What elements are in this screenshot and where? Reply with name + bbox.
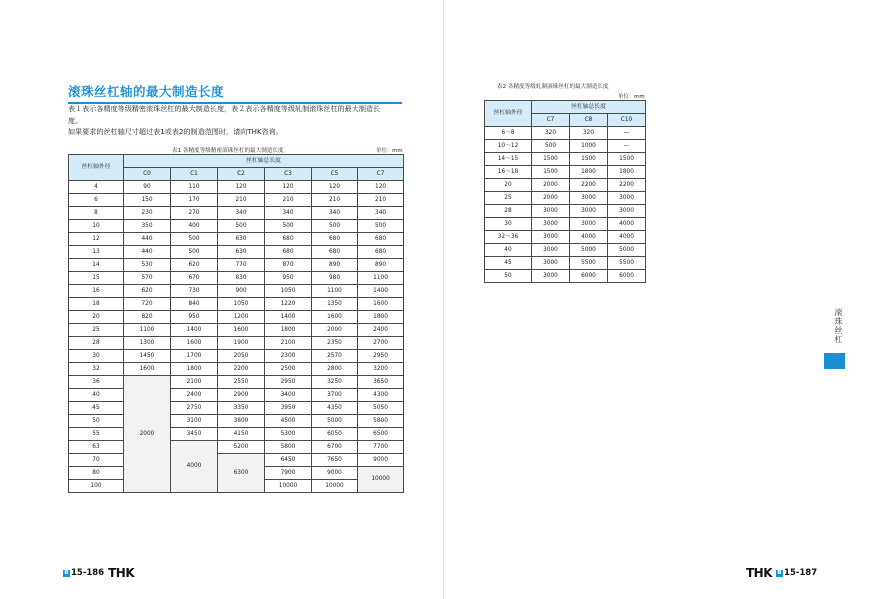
- table-cell: 1500: [532, 153, 570, 166]
- table-cell: 1500: [570, 153, 608, 166]
- table-cell: 2550: [218, 376, 265, 389]
- table-cell: 170: [171, 194, 218, 207]
- side-tab-marker: [824, 353, 845, 369]
- table-cell: 1100: [312, 285, 358, 298]
- table-cell: 830: [218, 272, 265, 285]
- table-row: [485, 192, 646, 205]
- table-cell: 3350: [218, 402, 265, 415]
- table-row-label: 32～36: [485, 231, 532, 244]
- table1-col-header: C7: [358, 168, 404, 181]
- table-row: [69, 363, 404, 376]
- table-cell: 4150: [218, 428, 265, 441]
- table-row: [69, 233, 404, 246]
- table-cell: 1500: [608, 153, 646, 166]
- table-row: [69, 415, 404, 428]
- table-cell: 3000: [570, 218, 608, 231]
- table-row: [69, 194, 404, 207]
- table1-col-header: C2: [218, 168, 265, 181]
- table-row-label: 25: [69, 324, 124, 337]
- table-row: [485, 127, 646, 140]
- table-row: [485, 270, 646, 283]
- table1-col-header: C1: [171, 168, 218, 181]
- table-cell: 5050: [358, 402, 404, 415]
- table1-row-header: 丝杠轴外径: [69, 155, 124, 181]
- table2-col-header: C8: [570, 114, 608, 127]
- table1-group-header: 丝杠轴总长度: [124, 155, 404, 168]
- table-cell: 900: [218, 285, 265, 298]
- table-cell: 5500: [570, 257, 608, 270]
- table-cell: 630: [218, 233, 265, 246]
- table-row: [69, 220, 404, 233]
- table1-caption: 表1 各精度等级精密滚珠丝杠的最大制造长度: [172, 148, 284, 154]
- table-cell: 1600: [124, 363, 171, 376]
- table-cell: 1450: [124, 350, 171, 363]
- table-cell: 680: [312, 246, 358, 259]
- table-row: [69, 311, 404, 324]
- table2-caption: 表2 各精度等级轧制滚珠丝杠的最大制造长度: [497, 84, 609, 90]
- table-cell: 3800: [218, 415, 265, 428]
- table-cell: 1100: [358, 272, 404, 285]
- table-row-label: 63: [69, 441, 124, 454]
- table-cell: 340: [265, 207, 312, 220]
- table-cell: 2700: [358, 337, 404, 350]
- table-cell: 210: [312, 194, 358, 207]
- table-row-label: 28: [485, 205, 532, 218]
- table-cell: 120: [218, 181, 265, 194]
- table2-col-header: C7: [532, 114, 570, 127]
- table-cell: 820: [124, 311, 171, 324]
- table2-group-header: 丝杠轴总长度: [532, 101, 646, 114]
- table-cell: 1400: [358, 285, 404, 298]
- table-cell: 890: [358, 259, 404, 272]
- table-cell: 2400: [171, 389, 218, 402]
- table-cell: 2000: [532, 179, 570, 192]
- table-row: [485, 218, 646, 231]
- table-cell: —: [608, 140, 646, 153]
- table-row-label: 8: [69, 207, 124, 220]
- table-cell: 3000: [532, 270, 570, 283]
- table-row-label: 45: [485, 257, 532, 270]
- table-cell: 7650: [312, 454, 358, 467]
- table-cell: 350: [124, 220, 171, 233]
- table-cell: 2100: [171, 376, 218, 389]
- table-row-label: 80: [69, 467, 124, 480]
- table-row-label: 70: [69, 454, 124, 467]
- table-cell: 1220: [265, 298, 312, 311]
- table-row-label: 4: [69, 181, 124, 194]
- intro-line: 度。: [68, 115, 83, 125]
- intro-line: 如果要求的丝杠轴尺寸超过表1或表2的制造范围时，请向THK咨询。: [68, 127, 283, 136]
- table-row-label: 32: [69, 363, 124, 376]
- table-cell: 1800: [171, 363, 218, 376]
- table-cell: 340: [218, 207, 265, 220]
- table-cell: 1600: [218, 324, 265, 337]
- table-cell: 2950: [265, 376, 312, 389]
- thk-logo: THK: [108, 566, 135, 580]
- section-title: 滚珠丝杠轴的最大制造长度: [68, 82, 402, 104]
- table-cell: 440: [124, 246, 171, 259]
- table-cell-merged: 10000: [358, 467, 404, 493]
- table-cell: 1800: [358, 311, 404, 324]
- table-cell: 2950: [358, 350, 404, 363]
- table-cell: 3000: [532, 231, 570, 244]
- page-prefix-box: B: [64, 569, 69, 576]
- table-cell: 150: [124, 194, 171, 207]
- table-cell: 2800: [312, 363, 358, 376]
- table-cell: 680: [265, 246, 312, 259]
- table-cell: 340: [358, 207, 404, 220]
- page-number-right: [746, 566, 817, 580]
- table-cell: 1050: [218, 298, 265, 311]
- table2-unit: 单位：mm: [618, 94, 645, 100]
- table-cell: 1500: [532, 166, 570, 179]
- table-cell: 1900: [218, 337, 265, 350]
- table-row-label: 28: [69, 337, 124, 350]
- table-cell: 120: [265, 181, 312, 194]
- table-row: [69, 337, 404, 350]
- table-cell: 210: [265, 194, 312, 207]
- table-cell: 3000: [532, 218, 570, 231]
- table-cell: 6000: [570, 270, 608, 283]
- table1-col-header: C5: [312, 168, 358, 181]
- table-cell: 500: [312, 220, 358, 233]
- table-cell: 440: [124, 233, 171, 246]
- table-cell: 120: [312, 181, 358, 194]
- table-cell: 5500: [608, 257, 646, 270]
- table-row-label: 40: [69, 389, 124, 402]
- side-tab-label: 滚珠丝杠: [834, 308, 843, 344]
- table-row-label: 10: [69, 220, 124, 233]
- table-cell: 7700: [358, 441, 404, 454]
- table-row-label: 40: [485, 244, 532, 257]
- table-cell: 2750: [171, 402, 218, 415]
- table-cell: 3700: [312, 389, 358, 402]
- table-row: [69, 324, 404, 337]
- table-cell: 110: [171, 181, 218, 194]
- table-row-label: 18: [69, 298, 124, 311]
- table-cell-merged: 4000: [171, 441, 218, 493]
- table-cell: 2200: [218, 363, 265, 376]
- table-cell: 3000: [532, 257, 570, 270]
- intro-line: 表１表示各精度等级精密滚珠丝杠的最大制造长度，表２表示各精度等级轧制滚珠丝杠的最大制造长: [68, 104, 381, 113]
- page-number: 15-187: [784, 568, 818, 578]
- table-cell: 620: [171, 259, 218, 272]
- table-row: [69, 246, 404, 259]
- table-cell: 3000: [570, 192, 608, 205]
- table-cell: 1800: [570, 166, 608, 179]
- table-cell: 10000: [312, 480, 358, 493]
- table2-max-length-rolled: [484, 100, 646, 283]
- table-cell: 3250: [312, 376, 358, 389]
- table-cell: 2000: [312, 324, 358, 337]
- table-cell: 2900: [218, 389, 265, 402]
- table-cell: 4000: [570, 231, 608, 244]
- table-cell: 210: [358, 194, 404, 207]
- table-cell: 4000: [608, 218, 646, 231]
- table-cell: 890: [312, 259, 358, 272]
- table-cell: 1050: [265, 285, 312, 298]
- table-cell: 5300: [265, 428, 312, 441]
- table-cell: 5200: [218, 441, 265, 454]
- table-cell: 5800: [358, 415, 404, 428]
- table-cell: 1600: [312, 311, 358, 324]
- table-row-label: 12: [69, 233, 124, 246]
- table1-col-header: C0: [124, 168, 171, 181]
- table-cell: 680: [358, 246, 404, 259]
- table-cell: 1600: [171, 337, 218, 350]
- table-cell: 500: [218, 220, 265, 233]
- table-cell: 4350: [312, 402, 358, 415]
- table-cell: 5800: [265, 441, 312, 454]
- table-cell: 500: [171, 233, 218, 246]
- table-cell: 2050: [218, 350, 265, 363]
- table-cell: 5000: [570, 244, 608, 257]
- table-cell: 1400: [171, 324, 218, 337]
- table-cell: 500: [358, 220, 404, 233]
- table-row: [485, 153, 646, 166]
- table-row: [69, 376, 404, 389]
- table2-row-header: 丝杠轴外径: [485, 101, 532, 127]
- table-row-label: 50: [69, 415, 124, 428]
- table-row: [485, 140, 646, 153]
- thk-logo: THK: [746, 566, 773, 580]
- table-cell: 500: [532, 140, 570, 153]
- table-row-label: 16～18: [485, 166, 532, 179]
- page-prefix-box: B: [777, 569, 782, 576]
- table-row: [69, 389, 404, 402]
- table-row-label: 25: [485, 192, 532, 205]
- table-cell: 1100: [124, 324, 171, 337]
- table-cell: 4500: [265, 415, 312, 428]
- table-cell: 1800: [608, 166, 646, 179]
- table-cell: 230: [124, 207, 171, 220]
- table-row: [69, 272, 404, 285]
- table-cell: 4000: [608, 231, 646, 244]
- table-cell: 9000: [358, 454, 404, 467]
- table-cell: 3450: [171, 428, 218, 441]
- table-row-label: 6～8: [485, 127, 532, 140]
- table-cell: 6050: [312, 428, 358, 441]
- table-row-label: 16: [69, 285, 124, 298]
- table-cell: —: [608, 127, 646, 140]
- table-cell: 500: [265, 220, 312, 233]
- page-spine: [443, 0, 444, 599]
- table-row: [485, 257, 646, 270]
- table-cell: 6700: [312, 441, 358, 454]
- table-row-label: 30: [485, 218, 532, 231]
- table-cell: 10000: [265, 480, 312, 493]
- table-row: [69, 259, 404, 272]
- table-cell: 3000: [570, 205, 608, 218]
- table-row: [69, 207, 404, 220]
- table-cell: 120: [358, 181, 404, 194]
- table-cell: 6500: [358, 428, 404, 441]
- page-number: 15-186: [71, 568, 105, 578]
- table-cell: 2000: [532, 192, 570, 205]
- table-row: [69, 181, 404, 194]
- table-cell: 680: [358, 233, 404, 246]
- table-row-label: 36: [69, 376, 124, 389]
- table-row: [69, 454, 404, 467]
- table-cell: 630: [218, 246, 265, 259]
- table-cell: 1800: [265, 324, 312, 337]
- table-row-label: 15: [69, 272, 124, 285]
- table1-col-header: C3: [265, 168, 312, 181]
- table-cell: 840: [171, 298, 218, 311]
- table-cell: 6450: [265, 454, 312, 467]
- table-cell: 90: [124, 181, 171, 194]
- table1-max-length-precision: [68, 154, 404, 493]
- table-cell: 530: [124, 259, 171, 272]
- table-cell: 1000: [570, 140, 608, 153]
- table-cell: 2100: [265, 337, 312, 350]
- table-cell: 3950: [265, 402, 312, 415]
- table-cell: 1400: [265, 311, 312, 324]
- table-row: [485, 179, 646, 192]
- table-row-label: 20: [485, 179, 532, 192]
- table-cell: 1700: [171, 350, 218, 363]
- table-row: [485, 231, 646, 244]
- table-cell: 3400: [265, 389, 312, 402]
- table-cell: 2200: [570, 179, 608, 192]
- table-cell: 320: [570, 127, 608, 140]
- table-cell: 3000: [608, 205, 646, 218]
- table-cell: 950: [171, 311, 218, 324]
- table-cell: 2200: [608, 179, 646, 192]
- table-cell: 680: [265, 233, 312, 246]
- table-cell: 730: [171, 285, 218, 298]
- table-cell: 680: [312, 233, 358, 246]
- table-row-label: 14: [69, 259, 124, 272]
- page-number-left: [63, 566, 134, 580]
- table-cell: 2500: [265, 363, 312, 376]
- table-cell: 5000: [608, 244, 646, 257]
- table-row-label: 50: [485, 270, 532, 283]
- table-row-label: 10～12: [485, 140, 532, 153]
- table2-col-header: C10: [608, 114, 646, 127]
- table-cell: 2350: [312, 337, 358, 350]
- table-row: [485, 166, 646, 179]
- table-row: [69, 350, 404, 363]
- table-cell: 1200: [218, 311, 265, 324]
- table-cell: 3200: [358, 363, 404, 376]
- table-cell: 870: [265, 259, 312, 272]
- table-cell: 980: [312, 272, 358, 285]
- table-cell-merged: 6300: [218, 454, 265, 493]
- table-cell: 1350: [312, 298, 358, 311]
- table-row-label: 6: [69, 194, 124, 207]
- table-cell: 210: [218, 194, 265, 207]
- table-row-label: 30: [69, 350, 124, 363]
- table-cell: 1600: [358, 298, 404, 311]
- table-row-label: 14～15: [485, 153, 532, 166]
- table-cell: 2300: [265, 350, 312, 363]
- table-row: [69, 441, 404, 454]
- table-cell: 4300: [358, 389, 404, 402]
- table-row-label: 13: [69, 246, 124, 259]
- table-cell-merged: 2000: [124, 376, 171, 493]
- table-cell: 9000: [312, 467, 358, 480]
- table-cell: 720: [124, 298, 171, 311]
- table-row-label: 20: [69, 311, 124, 324]
- table-cell: 950: [265, 272, 312, 285]
- table-row: [69, 402, 404, 415]
- table1-unit: 单位：mm: [376, 148, 403, 154]
- table-cell: 400: [171, 220, 218, 233]
- table-cell: 1300: [124, 337, 171, 350]
- table-row: [485, 244, 646, 257]
- table-cell: 770: [218, 259, 265, 272]
- table-cell: 270: [171, 207, 218, 220]
- table-cell: 3100: [171, 415, 218, 428]
- table-cell: 3000: [532, 205, 570, 218]
- table-cell: 6000: [608, 270, 646, 283]
- table-cell: 340: [312, 207, 358, 220]
- table-row: [485, 205, 646, 218]
- table-cell: 7900: [265, 467, 312, 480]
- table-cell: 320: [532, 127, 570, 140]
- table-row: [69, 298, 404, 311]
- table-cell: 570: [124, 272, 171, 285]
- intro-text: [68, 103, 408, 138]
- table-row-label: 45: [69, 402, 124, 415]
- table-cell: 2570: [312, 350, 358, 363]
- table-cell: 670: [171, 272, 218, 285]
- table-row-label: 55: [69, 428, 124, 441]
- table-cell: 500: [171, 246, 218, 259]
- table-cell: 3000: [608, 192, 646, 205]
- table-row: [69, 428, 404, 441]
- table-cell: 2400: [358, 324, 404, 337]
- table-row-label: 100: [69, 480, 124, 493]
- table-row: [69, 285, 404, 298]
- table-cell: 3000: [532, 244, 570, 257]
- table-cell: 5000: [312, 415, 358, 428]
- table-cell: 3650: [358, 376, 404, 389]
- table-cell: 620: [124, 285, 171, 298]
